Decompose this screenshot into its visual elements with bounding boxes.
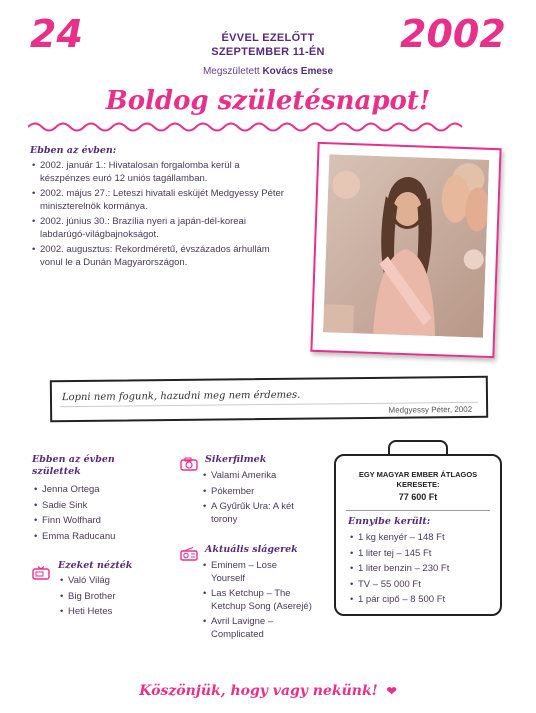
born-name: Kovács Emese	[262, 66, 334, 77]
thanks-text: Köszönjük, hogy vagy nekünk!	[139, 683, 378, 699]
list-item: • Való Világ	[60, 575, 170, 588]
list-item: • 1 liter benzin – 230 Ft	[350, 563, 490, 576]
cost-list	[350, 532, 490, 610]
born-prefix: Megszületett	[202, 66, 260, 77]
radio-icon	[180, 547, 198, 561]
heart-icon: ❤	[386, 684, 397, 698]
wave-divider	[28, 120, 464, 134]
films-list	[203, 470, 313, 529]
list-item: • Heti Hetes	[60, 606, 170, 619]
born-this-year-list	[34, 484, 154, 546]
list-item: • 1 kg kenyér – 148 Ft	[350, 532, 490, 545]
thanks-line	[0, 683, 536, 699]
hits-title: Aktuális slágerek	[205, 544, 298, 555]
clipboard-board	[334, 454, 502, 616]
birth-year: 2002	[400, 12, 506, 56]
list-item: • Sadie Sink	[34, 500, 154, 513]
birthday-photo	[323, 154, 489, 337]
list-item: • 2002. augusztus: Rekordméretű, évszázados árhullám vonul le a Dunán Magyarországon.	[32, 244, 287, 269]
born-this-year-title: Ebben az évben születtek	[32, 454, 115, 477]
films-title: Sikerfilmek	[205, 454, 267, 465]
list-item: • Big Brother	[60, 591, 170, 604]
list-item: • Las Ketchup – The Ketchup Song (Aserejé)	[203, 588, 313, 613]
list-item: • Valami Amerika	[203, 470, 313, 483]
clipboard-divider	[346, 510, 490, 511]
age-number: 24	[30, 12, 83, 56]
watched-title: Ezeket nézték	[58, 560, 133, 571]
list-item: • Avril Lavigne – Complicated	[203, 616, 313, 641]
quote-text: Lopni nem fogunk, hazudni meg nem érdemes.	[61, 389, 301, 404]
list-item: • Finn Wolfhard	[34, 515, 154, 528]
birthday-greeting: Boldog születésnapot!	[105, 86, 431, 116]
salary-title: EGY MAGYAR EMBER ÁTLAGOS KERESETE:	[358, 470, 478, 489]
cost-title: Ennyibe került:	[348, 516, 431, 527]
list-item: • 2002. június 30.: Brazília nyeri a japán-dél-koreai labdarúgó-világbajnokságot.	[32, 216, 287, 241]
list-item: • 2002. május 27.: Leteszi hivatali esküjét Medgyessy Péter miniszterelnök kormánya.	[32, 188, 287, 213]
list-item: • 1 pár cipő – 8 500 Ft	[350, 594, 490, 607]
salary-value: 77 600 Ft	[398, 492, 438, 502]
clipboard-card	[334, 440, 502, 616]
list-item: • Emma Raducanu	[34, 531, 154, 544]
born-line	[0, 66, 536, 77]
list-item: • Eminem – Lose Yourself	[203, 560, 313, 585]
quote-author: Medgyessy Péter, 2002	[388, 404, 473, 415]
tv-icon	[32, 566, 50, 580]
quote-box	[50, 376, 488, 423]
watched-list	[60, 575, 170, 622]
list-item: • A Gyűrűk Ura: A két torony	[203, 501, 313, 526]
list-item: • 1 liter tej – 145 Ft	[350, 548, 490, 561]
events-list	[32, 160, 287, 272]
events-title: Ebben az évben:	[30, 145, 117, 156]
header-years-ago: ÉVVEL EZELŐTT	[221, 32, 315, 44]
list-item: • TV – 55 000 Ft	[350, 579, 490, 592]
list-item: • 2002. január 1.: Hivatalosan forgalomba kerül a készpénzes euró 12 uniós tagállamban.	[32, 160, 287, 185]
photo-frame	[310, 142, 501, 358]
list-item: • Pókember	[203, 486, 313, 499]
header-date: SZEPTEMBER 11-ÉN	[211, 46, 325, 58]
hits-list	[203, 560, 313, 644]
camera-icon	[180, 457, 198, 471]
list-item: • Jenna Ortega	[34, 484, 154, 497]
